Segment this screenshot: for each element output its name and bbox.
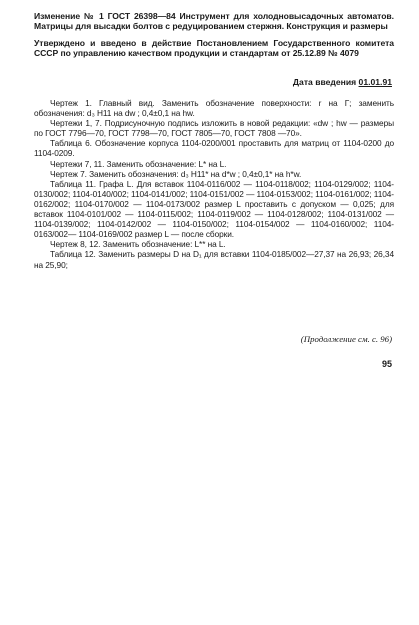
- approval-statement: Утверждено и введено в действие Постановлением Государственного комитета СССР по управлению качеством продукции и стандартам от 25.12.89 № 4079: [34, 37, 394, 59]
- paragraph-table-6: Таблица 6. Обозначение корпуса 1104-0200/001 проставить для матриц от 1104-0200 до 1104-0209.: [34, 138, 394, 159]
- amendment-title: Изменение № 1 ГОСТ 26398—84 Инструмент для холодновысадочных автоматов. Матрицы для высадки болтов с редуцированием стержня. Конструкция и размеры: [34, 11, 394, 32]
- paragraph-drawing-7: Чертеж 7. Заменить обозначения: d₃ H11* на d*w ; 0,4±0,1* на h*w.: [50, 168, 302, 179]
- paragraph-drawing-1: Чертеж 1. Главный вид. Заменить обозначение поверхности: r на Г; заменить обозначения: d₃ H11 на dw ; 0,4±0,1 на hw.: [34, 98, 394, 119]
- document-header: [34, 11, 394, 59]
- paragraph-table-11: Таблица 11. Графа L. Для вставок 1104-0116/002 — 1104-0118/002; 1104-0129/002; 1104-0130/002; 1104-0140/002; 1104-0141/002; 1104-0151/002 — 1104-0153/002; 1104-0161/002; 1104-0162/002; 1104-0170/002 — 1104-0173/002 размер L проставить с допуском — 0,025; для вставок 1104-0101/002 — 1104-0115/002; 1104-0119/002 — 1104-0128/002; 1104-0131/002 — 1104-0139/002; 1104-0142/002 — 1104-0150/002; 1104-0154/002 — 1104-0160/002; 1104-0163/002— 1104-0169/002 размер L — после сборки.: [34, 178, 394, 240]
- paragraph-drawing-8-12: Чертеж 8, 12. Заменить обозначение: L** на L.: [50, 239, 226, 250]
- paragraph-drawings-7-11: Чертежи 7, 11. Заменить обозначение: L* на L.: [50, 158, 227, 169]
- date-value: 01.01.91: [358, 77, 392, 87]
- document-body: [34, 98, 394, 270]
- page-number: 95: [381, 359, 392, 369]
- continuation-note: (Продолжение см. с. 96): [300, 334, 392, 344]
- paragraph-drawings-1-7: Чертежи 1, 7. Подрисуночную подпись изложить в новой редакции: «dw ; hw — размеры по ГОСТ 7796—70, ГОСТ 7798—70, ГОСТ 7805—70, ГОСТ 7808 —70».: [34, 118, 394, 139]
- effective-date: [293, 77, 392, 87]
- date-label: Дата введения: [292, 77, 357, 87]
- paragraph-table-12: Таблица 12. Заменить размеры D на D₁ для вставки 1104-0185/002—27,37 на 26,93; 26,34 на 25,90;: [34, 249, 394, 270]
